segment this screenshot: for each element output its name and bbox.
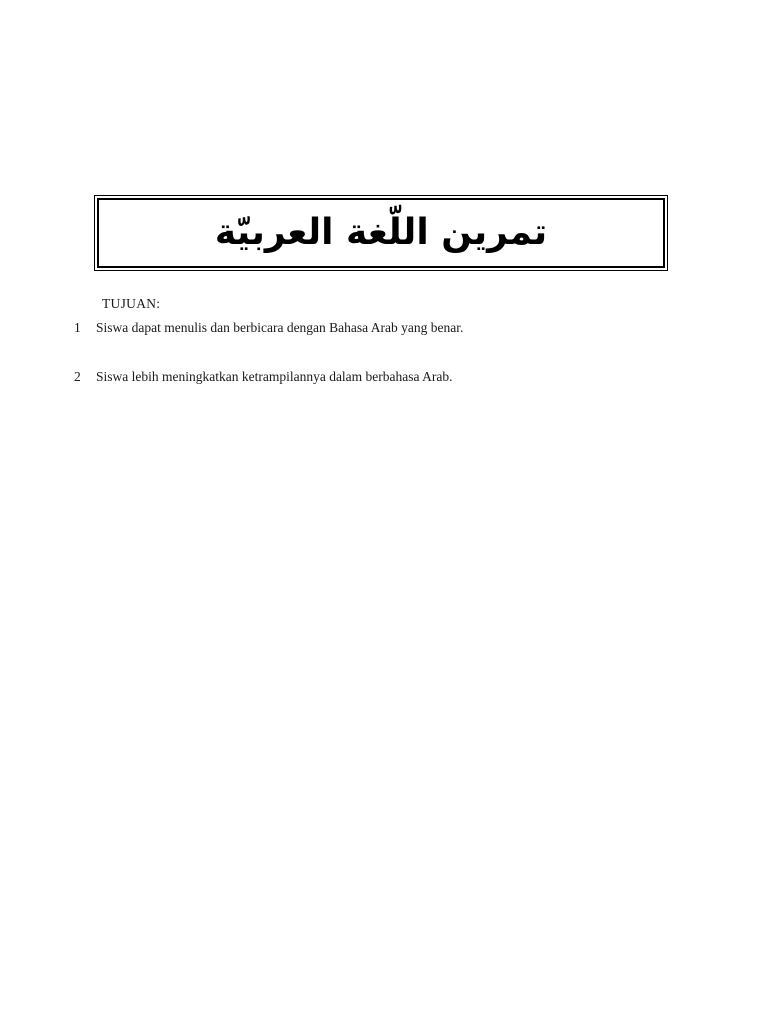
title-frame: [94, 195, 668, 271]
goal-item-2: [74, 369, 453, 385]
goal-item-1: [74, 320, 463, 336]
title-frame-inner: [97, 198, 665, 268]
goal-number: 2: [74, 369, 81, 384]
goal-text: Siswa dapat menulis dan berbicara dengan Bahasa Arab yang benar.: [96, 320, 464, 335]
document-title: تمرين اللّغة العربيّة: [214, 212, 548, 253]
goal-text: Siswa lebih meningkatkan ketrampilannya dalam berbahasa Arab.: [96, 369, 453, 384]
goal-number: 1: [74, 320, 81, 335]
goals-heading: TUJUAN:: [102, 296, 161, 311]
